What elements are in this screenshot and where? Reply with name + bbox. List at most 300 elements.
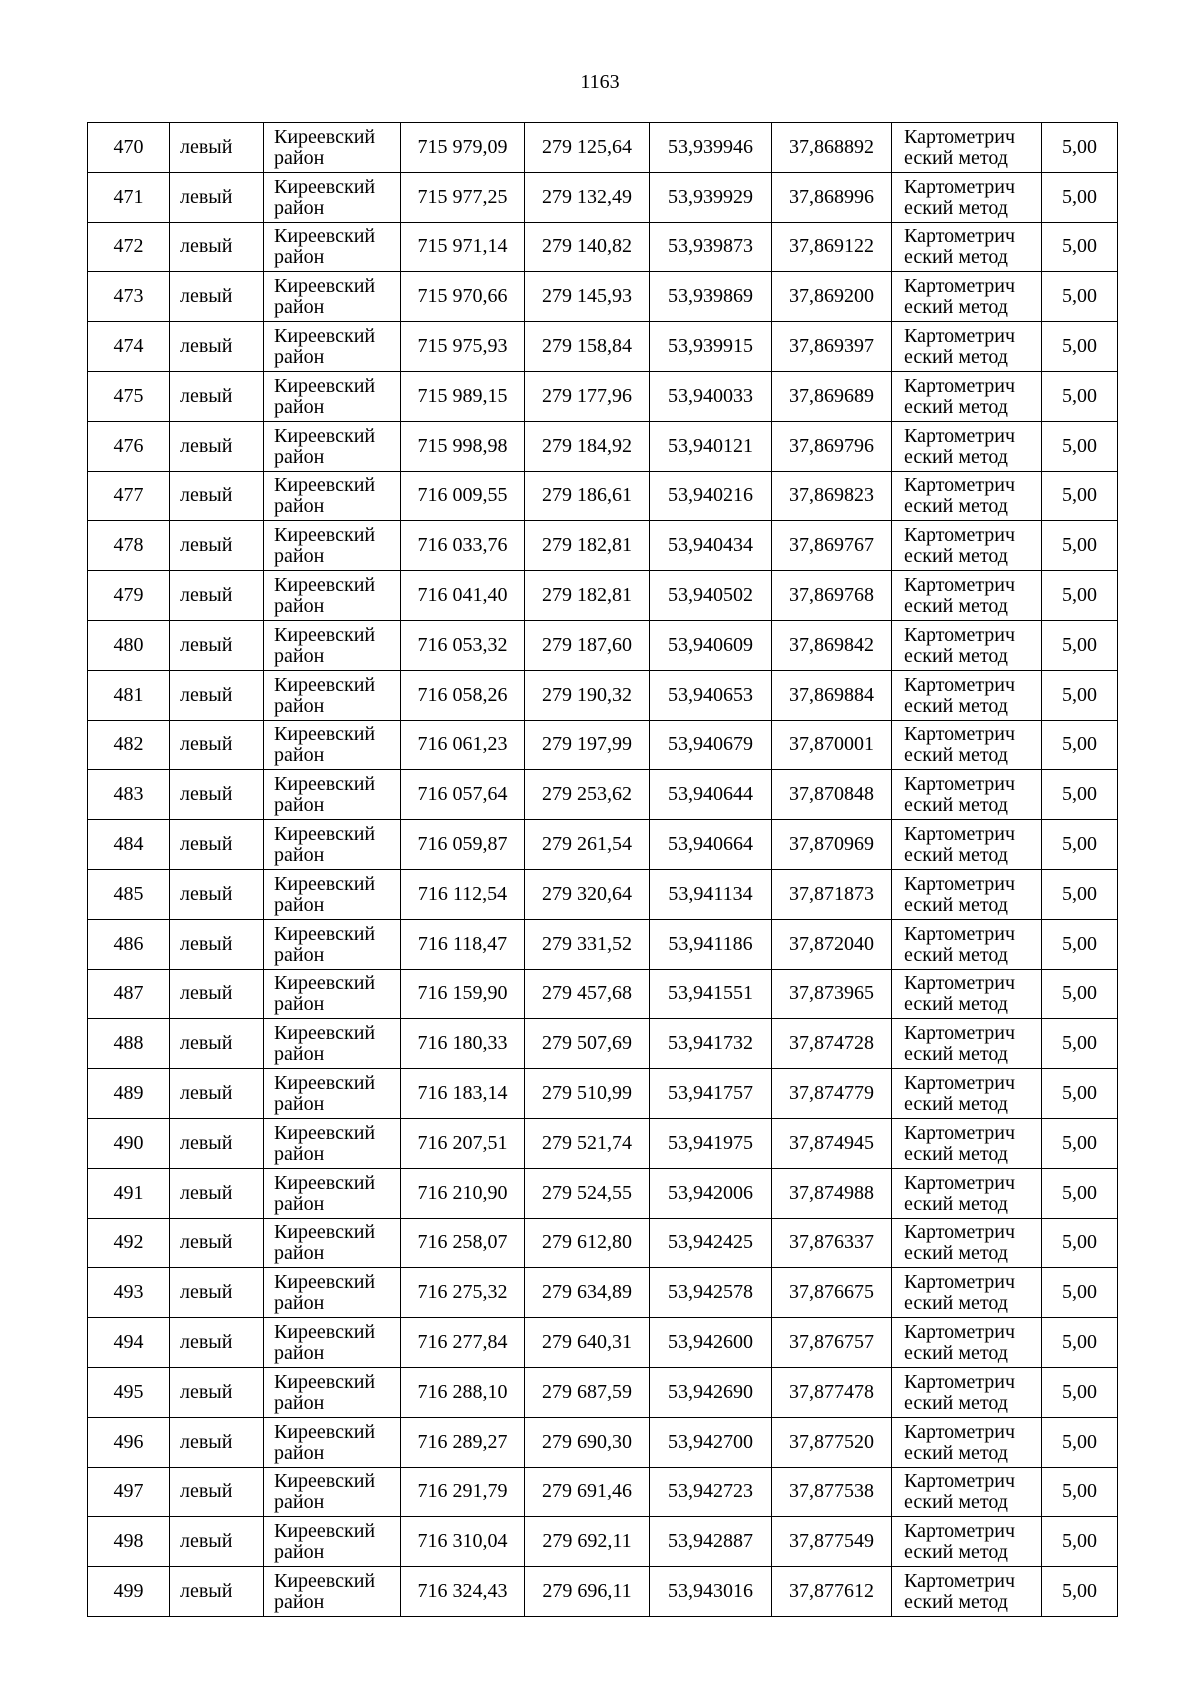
table-row	[88, 172, 1118, 222]
table-row	[88, 770, 1118, 820]
district-line-2: район	[274, 844, 325, 867]
table-row	[88, 1069, 1118, 1119]
accuracy-cell: 5,00	[1042, 1118, 1118, 1168]
district-line-2: район	[274, 1192, 325, 1215]
district-cell	[264, 421, 401, 471]
method-line-2: еский метод	[904, 445, 1008, 468]
method-line-2: еский метод	[904, 694, 1008, 717]
y-coordinate-cell: 279 510,99	[525, 1069, 650, 1119]
latitude-cell: 53,942887	[650, 1517, 772, 1567]
latitude-cell: 53,942700	[650, 1417, 772, 1467]
method-cell	[892, 1069, 1042, 1119]
district-cell	[264, 919, 401, 969]
district-line-2: район	[274, 495, 325, 518]
longitude-cell: 37,876675	[772, 1268, 892, 1318]
y-coordinate-cell: 279 145,93	[525, 272, 650, 322]
method-line-1: Картометрич	[904, 474, 1016, 497]
method-line-2: еский метод	[904, 495, 1008, 518]
y-coordinate-cell: 279 177,96	[525, 371, 650, 421]
district-cell	[264, 1268, 401, 1318]
y-coordinate-cell: 279 261,54	[525, 820, 650, 870]
bank-side-cell: левый	[170, 322, 264, 372]
longitude-cell: 37,877520	[772, 1417, 892, 1467]
accuracy-cell: 5,00	[1042, 1019, 1118, 1069]
point-number-cell: 487	[88, 969, 170, 1019]
latitude-cell: 53,941975	[650, 1118, 772, 1168]
district-line-1: Киреевский	[274, 1072, 376, 1095]
method-line-1: Картометрич	[904, 374, 1016, 397]
method-cell	[892, 770, 1042, 820]
latitude-cell: 53,939869	[650, 272, 772, 322]
district-line-2: район	[274, 1491, 325, 1514]
y-coordinate-cell: 279 140,82	[525, 222, 650, 272]
district-cell	[264, 1517, 401, 1567]
table-row	[88, 571, 1118, 621]
district-line-1: Киреевский	[274, 374, 376, 397]
district-cell	[264, 1318, 401, 1368]
bank-side-cell: левый	[170, 1069, 264, 1119]
bank-side-cell: левый	[170, 869, 264, 919]
longitude-cell: 37,874945	[772, 1118, 892, 1168]
table-row	[88, 820, 1118, 870]
district-line-1: Киреевский	[274, 125, 376, 148]
bank-side-cell: левый	[170, 969, 264, 1019]
point-number-cell: 482	[88, 720, 170, 770]
method-line-1: Картометрич	[904, 872, 1016, 895]
method-cell	[892, 720, 1042, 770]
bank-side-cell: левый	[170, 1417, 264, 1467]
x-coordinate-cell: 716 207,51	[401, 1118, 525, 1168]
table-body	[88, 123, 1118, 1617]
method-line-1: Картометрич	[904, 773, 1016, 796]
district-line-1: Киреевский	[274, 1271, 376, 1294]
latitude-cell: 53,940502	[650, 571, 772, 621]
district-cell	[264, 1118, 401, 1168]
point-number-cell: 475	[88, 371, 170, 421]
method-line-1: Картометрич	[904, 1570, 1016, 1592]
longitude-cell: 37,871873	[772, 869, 892, 919]
district-line-2: район	[274, 545, 325, 568]
latitude-cell: 53,941134	[650, 869, 772, 919]
y-coordinate-cell: 279 687,59	[525, 1367, 650, 1417]
y-coordinate-cell: 279 158,84	[525, 322, 650, 372]
accuracy-cell: 5,00	[1042, 1268, 1118, 1318]
longitude-cell: 37,869689	[772, 371, 892, 421]
method-line-1: Картометрич	[904, 1121, 1016, 1144]
table-row	[88, 371, 1118, 421]
y-coordinate-cell: 279 320,64	[525, 869, 650, 919]
point-number-cell: 491	[88, 1168, 170, 1218]
table-row	[88, 1318, 1118, 1368]
latitude-cell: 53,941757	[650, 1069, 772, 1119]
district-cell	[264, 471, 401, 521]
y-coordinate-cell: 279 253,62	[525, 770, 650, 820]
point-number-cell: 473	[88, 272, 170, 322]
district-line-2: район	[274, 794, 325, 817]
district-line-1: Киреевский	[274, 1321, 376, 1344]
y-coordinate-cell: 279 182,81	[525, 521, 650, 571]
bank-side-cell: левый	[170, 172, 264, 222]
method-cell	[892, 620, 1042, 670]
district-cell	[264, 770, 401, 820]
method-line-2: еский метод	[904, 943, 1008, 966]
method-cell	[892, 421, 1042, 471]
method-cell	[892, 1168, 1042, 1218]
bank-side-cell: левый	[170, 720, 264, 770]
table-row	[88, 123, 1118, 173]
district-line-1: Киреевский	[274, 723, 376, 746]
district-line-2: район	[274, 694, 325, 717]
y-coordinate-cell: 279 190,32	[525, 670, 650, 720]
accuracy-cell: 5,00	[1042, 1069, 1118, 1119]
table-row	[88, 620, 1118, 670]
method-cell	[892, 521, 1042, 571]
latitude-cell: 53,940609	[650, 620, 772, 670]
point-number-cell: 497	[88, 1467, 170, 1517]
longitude-cell: 37,873965	[772, 969, 892, 1019]
method-cell	[892, 1019, 1042, 1069]
method-line-2: еский метод	[904, 1441, 1008, 1464]
point-number-cell: 478	[88, 521, 170, 571]
method-cell	[892, 1118, 1042, 1168]
method-cell	[892, 1467, 1042, 1517]
x-coordinate-cell: 716 053,32	[401, 620, 525, 670]
point-number-cell: 489	[88, 1069, 170, 1119]
coordinates-table	[87, 122, 1118, 1617]
x-coordinate-cell: 716 009,55	[401, 471, 525, 521]
district-cell	[264, 371, 401, 421]
bank-side-cell: левый	[170, 1467, 264, 1517]
table-row	[88, 1517, 1118, 1567]
latitude-cell: 53,940664	[650, 820, 772, 870]
latitude-cell: 53,940653	[650, 670, 772, 720]
district-line-1: Киреевский	[274, 673, 376, 696]
longitude-cell: 37,870969	[772, 820, 892, 870]
latitude-cell: 53,942578	[650, 1268, 772, 1318]
district-line-1: Киреевский	[274, 773, 376, 796]
longitude-cell: 37,872040	[772, 919, 892, 969]
district-line-2: район	[274, 1591, 325, 1613]
bank-side-cell: левый	[170, 1367, 264, 1417]
accuracy-cell: 5,00	[1042, 371, 1118, 421]
table-row	[88, 521, 1118, 571]
latitude-cell: 53,940434	[650, 521, 772, 571]
table-row	[88, 1417, 1118, 1467]
table-row	[88, 1268, 1118, 1318]
method-line-1: Картометрич	[904, 1520, 1016, 1543]
district-cell	[264, 869, 401, 919]
latitude-cell: 53,942006	[650, 1168, 772, 1218]
table-row	[88, 1019, 1118, 1069]
method-cell	[892, 969, 1042, 1019]
method-line-1: Картометрич	[904, 1321, 1016, 1344]
y-coordinate-cell: 279 696,11	[525, 1567, 650, 1617]
method-line-1: Картометрич	[904, 972, 1016, 995]
longitude-cell: 37,869768	[772, 571, 892, 621]
district-cell	[264, 720, 401, 770]
method-line-1: Картометрич	[904, 225, 1016, 248]
district-line-2: район	[274, 1342, 325, 1365]
method-cell	[892, 1517, 1042, 1567]
district-line-1: Киреевский	[274, 1171, 376, 1194]
x-coordinate-cell: 716 118,47	[401, 919, 525, 969]
table-row	[88, 322, 1118, 372]
x-coordinate-cell: 716 324,43	[401, 1567, 525, 1617]
table-row	[88, 1467, 1118, 1517]
y-coordinate-cell: 279 187,60	[525, 620, 650, 670]
method-cell	[892, 371, 1042, 421]
bank-side-cell: левый	[170, 1517, 264, 1567]
point-number-cell: 494	[88, 1318, 170, 1368]
latitude-cell: 53,942690	[650, 1367, 772, 1417]
x-coordinate-cell: 716 159,90	[401, 969, 525, 1019]
district-cell	[264, 172, 401, 222]
method-cell	[892, 919, 1042, 969]
y-coordinate-cell: 279 634,89	[525, 1268, 650, 1318]
district-line-2: район	[274, 1541, 325, 1564]
district-cell	[264, 969, 401, 1019]
method-line-1: Картометрич	[904, 175, 1016, 198]
x-coordinate-cell: 715 975,93	[401, 322, 525, 372]
latitude-cell: 53,942600	[650, 1318, 772, 1368]
district-line-2: район	[274, 644, 325, 667]
x-coordinate-cell: 715 998,98	[401, 421, 525, 471]
longitude-cell: 37,869397	[772, 322, 892, 372]
accuracy-cell: 5,00	[1042, 272, 1118, 322]
method-cell	[892, 1417, 1042, 1467]
accuracy-cell: 5,00	[1042, 172, 1118, 222]
point-number-cell: 488	[88, 1019, 170, 1069]
longitude-cell: 37,874728	[772, 1019, 892, 1069]
accuracy-cell: 5,00	[1042, 322, 1118, 372]
district-line-1: Киреевский	[274, 175, 376, 198]
bank-side-cell: левый	[170, 1168, 264, 1218]
longitude-cell: 37,876757	[772, 1318, 892, 1368]
method-line-2: еский метод	[904, 146, 1008, 169]
table-row	[88, 720, 1118, 770]
point-number-cell: 476	[88, 421, 170, 471]
point-number-cell: 479	[88, 571, 170, 621]
method-line-2: еский метод	[904, 1391, 1008, 1414]
method-cell	[892, 272, 1042, 322]
method-line-2: еский метод	[904, 644, 1008, 667]
district-line-1: Киреевский	[274, 524, 376, 547]
district-line-1: Киреевский	[274, 1570, 376, 1592]
latitude-cell: 53,942425	[650, 1218, 772, 1268]
longitude-cell: 37,877478	[772, 1367, 892, 1417]
method-line-1: Картометрич	[904, 1271, 1016, 1294]
bank-side-cell: левый	[170, 1019, 264, 1069]
y-coordinate-cell: 279 690,30	[525, 1417, 650, 1467]
method-cell	[892, 1567, 1042, 1617]
latitude-cell: 53,943016	[650, 1567, 772, 1617]
method-line-1: Картометрич	[904, 823, 1016, 846]
district-line-1: Киреевский	[274, 1520, 376, 1543]
district-line-2: район	[274, 1093, 325, 1116]
method-cell	[892, 1367, 1042, 1417]
accuracy-cell: 5,00	[1042, 869, 1118, 919]
method-line-1: Картометрич	[904, 673, 1016, 696]
district-cell	[264, 1467, 401, 1517]
district-line-2: район	[274, 1441, 325, 1464]
point-number-cell: 477	[88, 471, 170, 521]
district-line-2: район	[274, 296, 325, 319]
method-line-2: еский метод	[904, 1192, 1008, 1215]
x-coordinate-cell: 716 041,40	[401, 571, 525, 621]
accuracy-cell: 5,00	[1042, 620, 1118, 670]
district-cell	[264, 1567, 401, 1617]
table-row	[88, 1118, 1118, 1168]
method-cell	[892, 670, 1042, 720]
x-coordinate-cell: 716 288,10	[401, 1367, 525, 1417]
latitude-cell: 53,939946	[650, 123, 772, 173]
x-coordinate-cell: 716 058,26	[401, 670, 525, 720]
method-line-2: еский метод	[904, 246, 1008, 269]
method-cell	[892, 869, 1042, 919]
x-coordinate-cell: 716 183,14	[401, 1069, 525, 1119]
district-cell	[264, 1069, 401, 1119]
longitude-cell: 37,869823	[772, 471, 892, 521]
district-cell	[264, 1367, 401, 1417]
district-line-1: Киреевский	[274, 1022, 376, 1045]
method-line-2: еский метод	[904, 893, 1008, 916]
point-number-cell: 481	[88, 670, 170, 720]
x-coordinate-cell: 715 979,09	[401, 123, 525, 173]
method-line-2: еский метод	[904, 1342, 1008, 1365]
accuracy-cell: 5,00	[1042, 1467, 1118, 1517]
table-row	[88, 1367, 1118, 1417]
accuracy-cell: 5,00	[1042, 222, 1118, 272]
method-cell	[892, 172, 1042, 222]
accuracy-cell: 5,00	[1042, 571, 1118, 621]
accuracy-cell: 5,00	[1042, 720, 1118, 770]
latitude-cell: 53,941551	[650, 969, 772, 1019]
method-line-2: еский метод	[904, 196, 1008, 219]
y-coordinate-cell: 279 182,81	[525, 571, 650, 621]
longitude-cell: 37,868892	[772, 123, 892, 173]
method-line-2: еский метод	[904, 1242, 1008, 1265]
method-line-2: еский метод	[904, 346, 1008, 369]
district-cell	[264, 222, 401, 272]
accuracy-cell: 5,00	[1042, 969, 1118, 1019]
x-coordinate-cell: 716 210,90	[401, 1168, 525, 1218]
accuracy-cell: 5,00	[1042, 421, 1118, 471]
accuracy-cell: 5,00	[1042, 919, 1118, 969]
method-cell	[892, 820, 1042, 870]
district-line-1: Киреевский	[274, 1370, 376, 1393]
district-line-2: район	[274, 1242, 325, 1265]
method-cell	[892, 1268, 1042, 1318]
method-line-1: Картометрич	[904, 424, 1016, 447]
method-line-2: еский метод	[904, 545, 1008, 568]
method-line-1: Картометрич	[904, 623, 1016, 646]
district-line-1: Киреевский	[274, 1470, 376, 1493]
x-coordinate-cell: 716 033,76	[401, 521, 525, 571]
point-number-cell: 485	[88, 869, 170, 919]
district-cell	[264, 1168, 401, 1218]
accuracy-cell: 5,00	[1042, 670, 1118, 720]
longitude-cell: 37,876337	[772, 1218, 892, 1268]
latitude-cell: 53,940121	[650, 421, 772, 471]
district-cell	[264, 1417, 401, 1467]
district-line-1: Киреевский	[274, 872, 376, 895]
district-cell	[264, 1218, 401, 1268]
longitude-cell: 37,869842	[772, 620, 892, 670]
method-cell	[892, 123, 1042, 173]
district-line-2: район	[274, 445, 325, 468]
method-line-1: Картометрич	[904, 275, 1016, 298]
accuracy-cell: 5,00	[1042, 1567, 1118, 1617]
district-line-2: район	[274, 246, 325, 269]
district-line-1: Киреевский	[274, 275, 376, 298]
method-line-1: Картометрич	[904, 325, 1016, 348]
method-line-2: еский метод	[904, 395, 1008, 418]
district-line-1: Киреевский	[274, 325, 376, 348]
latitude-cell: 53,941732	[650, 1019, 772, 1069]
latitude-cell: 53,940216	[650, 471, 772, 521]
bank-side-cell: левый	[170, 770, 264, 820]
bank-side-cell: левый	[170, 1268, 264, 1318]
district-cell	[264, 322, 401, 372]
x-coordinate-cell: 716 277,84	[401, 1318, 525, 1368]
longitude-cell: 37,877538	[772, 1467, 892, 1517]
longitude-cell: 37,874988	[772, 1168, 892, 1218]
longitude-cell: 37,874779	[772, 1069, 892, 1119]
longitude-cell: 37,869122	[772, 222, 892, 272]
x-coordinate-cell: 715 977,25	[401, 172, 525, 222]
district-line-1: Киреевский	[274, 922, 376, 945]
latitude-cell: 53,940644	[650, 770, 772, 820]
y-coordinate-cell: 279 692,11	[525, 1517, 650, 1567]
bank-side-cell: левый	[170, 272, 264, 322]
table-row	[88, 1218, 1118, 1268]
y-coordinate-cell: 279 640,31	[525, 1318, 650, 1368]
accuracy-cell: 5,00	[1042, 123, 1118, 173]
method-line-1: Картометрич	[904, 125, 1016, 148]
x-coordinate-cell: 715 970,66	[401, 272, 525, 322]
y-coordinate-cell: 279 184,92	[525, 421, 650, 471]
district-line-2: район	[274, 744, 325, 767]
method-line-1: Картометрич	[904, 574, 1016, 597]
point-number-cell: 483	[88, 770, 170, 820]
method-cell	[892, 571, 1042, 621]
district-line-2: район	[274, 943, 325, 966]
x-coordinate-cell: 716 310,04	[401, 1517, 525, 1567]
table-row	[88, 1168, 1118, 1218]
method-cell	[892, 1318, 1042, 1368]
y-coordinate-cell: 279 612,80	[525, 1218, 650, 1268]
bank-side-cell: левый	[170, 123, 264, 173]
district-line-1: Киреевский	[274, 474, 376, 497]
accuracy-cell: 5,00	[1042, 1517, 1118, 1567]
longitude-cell: 37,877612	[772, 1567, 892, 1617]
latitude-cell: 53,942723	[650, 1467, 772, 1517]
x-coordinate-cell: 716 180,33	[401, 1019, 525, 1069]
latitude-cell: 53,939915	[650, 322, 772, 372]
district-line-2: район	[274, 595, 325, 618]
district-cell	[264, 571, 401, 621]
district-line-1: Киреевский	[274, 1221, 376, 1244]
longitude-cell: 37,877549	[772, 1517, 892, 1567]
latitude-cell: 53,941186	[650, 919, 772, 969]
method-line-1: Картометрич	[904, 1420, 1016, 1443]
method-line-2: еский метод	[904, 744, 1008, 767]
table-row	[88, 471, 1118, 521]
method-line-2: еский метод	[904, 1292, 1008, 1315]
method-line-2: еский метод	[904, 1142, 1008, 1165]
district-cell	[264, 620, 401, 670]
accuracy-cell: 5,00	[1042, 1417, 1118, 1467]
